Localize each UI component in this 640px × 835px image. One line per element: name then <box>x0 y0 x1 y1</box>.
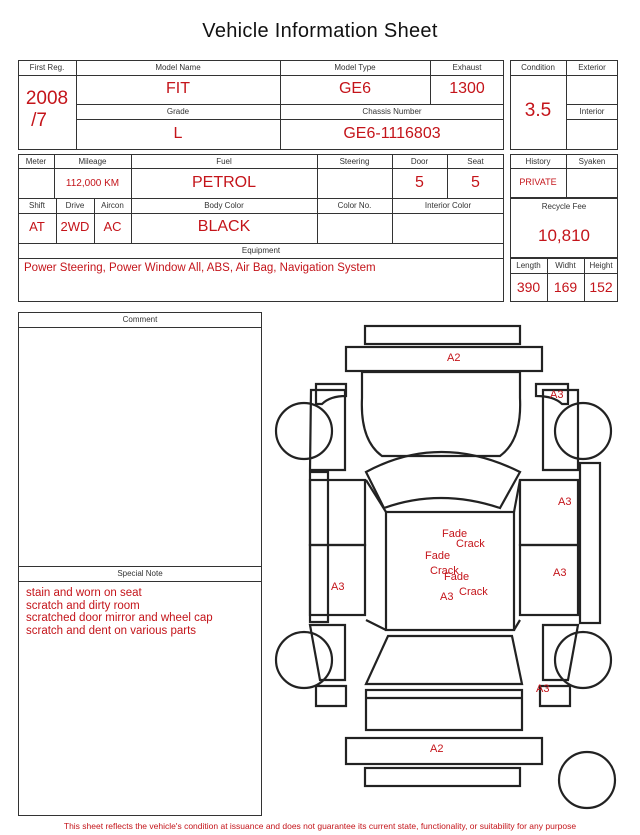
mark-roof-fade-1: Fade <box>442 528 468 540</box>
width-label: Widht <box>555 261 576 270</box>
right-rocker <box>580 463 600 623</box>
left-front-door <box>310 480 365 545</box>
special-note-item: scratched door mirror and wheel cap <box>26 612 213 624</box>
exterior-label: Exterior <box>578 63 606 72</box>
rear-left-arch <box>316 686 346 706</box>
equipment-label: Equipment <box>241 246 281 255</box>
hood-panel <box>362 372 520 456</box>
model-name-value: FIT <box>166 80 190 97</box>
comment-label: Comment <box>122 315 158 324</box>
body-color-value: BLACK <box>197 218 251 235</box>
condition-grade: 3.5 <box>524 100 552 121</box>
drive-label: Drive <box>65 201 85 210</box>
front-left-wheel <box>276 403 332 459</box>
width-value: 169 <box>553 279 578 295</box>
special-note-item: stain and worn on seat <box>26 587 142 599</box>
rear-window <box>366 636 522 684</box>
seat-value: 5 <box>471 174 480 191</box>
length-value: 390 <box>516 279 541 295</box>
mark-right-rear-door: A3 <box>553 567 567 579</box>
mark-roof-crack-3: Crack <box>459 586 488 598</box>
shift-label: Shift <box>28 201 45 210</box>
mileage-label: Mileage <box>78 157 107 166</box>
steering-label: Steering <box>339 157 370 166</box>
mark-rear-bumper: A2 <box>430 743 444 755</box>
aircon-label: Aircon <box>101 201 124 210</box>
recycle-fee-label: Recycle Fee <box>541 202 587 211</box>
meter-label: Meter <box>25 157 47 166</box>
first-reg-month: /7 <box>31 110 47 131</box>
mark-left-doors: A3 <box>331 581 345 593</box>
body-color-label: Body Color <box>204 201 244 210</box>
rear-step-panel <box>365 768 520 786</box>
grade-label: Grade <box>166 107 190 116</box>
equipment-value: Power Steering, Power Window All, ABS, Air Bag, Navigation System <box>24 262 376 274</box>
seat-label: Seat <box>467 157 484 166</box>
drive-value: 2WD <box>60 219 90 234</box>
height-value: 152 <box>589 279 613 295</box>
fuel-value: PETROL <box>191 174 256 191</box>
mark-roof-fade-2: Fade <box>425 550 451 562</box>
left-rear-door <box>310 545 365 615</box>
exhaust-value: 1300 <box>449 80 485 97</box>
left-pillar <box>366 480 386 630</box>
interior-color-label: Interior Color <box>424 201 472 210</box>
length-label: Length <box>516 261 541 270</box>
front-left-arch <box>316 384 346 404</box>
front-right-wheel <box>555 403 611 459</box>
door-label: Door <box>410 157 429 166</box>
model-name-label: Model Name <box>155 63 201 72</box>
left-rocker <box>310 472 328 622</box>
tailgate-panel <box>366 690 522 730</box>
first-reg-year: 2008 <box>25 88 69 109</box>
aircon-value: AC <box>103 219 122 234</box>
footer-disclaimer: This sheet reflects the vehicle's condition at issuance and does not guarantee its current state, functionality, or suitability for any purpose <box>63 821 577 831</box>
mark-front-right-fender: A3 <box>550 389 564 401</box>
mark-roof-crack-2: Crack <box>430 565 459 577</box>
recycle-fee-value: 10,810 <box>538 226 590 245</box>
mark-right-front-door: A3 <box>558 496 572 508</box>
exhaust-label: Exhaust <box>452 63 482 72</box>
right-rear-door <box>520 545 578 615</box>
model-type-label: Model Type <box>334 63 376 72</box>
front-grille-panel <box>346 347 542 371</box>
interior-label: Interior <box>579 107 605 116</box>
rear-bumper-panel <box>346 738 542 764</box>
front-bumper-panel <box>365 326 520 344</box>
special-note-item: scratch and dirty room <box>26 599 140 612</box>
special-notes-list <box>26 587 258 637</box>
condition-label: Condition <box>521 63 555 72</box>
windshield <box>366 452 520 508</box>
model-type-value: GE6 <box>338 80 371 97</box>
history-label: History <box>525 157 551 166</box>
right-front-door <box>520 480 578 545</box>
mark-hood: A2 <box>447 352 461 364</box>
special-note-item: scratch and dent on various parts <box>26 624 197 637</box>
syaken-label: Syaken <box>578 157 606 166</box>
history-value: PRIVATE <box>519 177 557 187</box>
fuel-label: Fuel <box>216 157 232 166</box>
comment-box <box>18 312 262 816</box>
door-value: 5 <box>415 174 424 191</box>
mark-roof-a3: A3 <box>440 591 454 603</box>
mileage-value: 112,000 KM <box>65 178 120 189</box>
mark-rear-right-quarter: A3 <box>536 683 550 695</box>
page-title: Vehicle Information Sheet <box>202 20 438 42</box>
car-damage-diagram <box>268 318 628 823</box>
first-reg-label: First Reg. <box>29 63 65 72</box>
mark-roof-fade-3: Fade <box>444 571 470 583</box>
height-label: Height <box>589 261 613 270</box>
grade-value: L <box>173 125 183 142</box>
chassis-value: GE6-1116803 <box>343 125 441 142</box>
shift-value: AT <box>29 219 45 234</box>
spare-wheel <box>559 752 615 808</box>
chassis-label: Chassis Number <box>362 107 422 116</box>
mark-roof-crack-1: Crack <box>456 538 485 550</box>
special-note-label: Special Note <box>117 569 163 578</box>
color-no-label: Color No. <box>337 201 372 210</box>
